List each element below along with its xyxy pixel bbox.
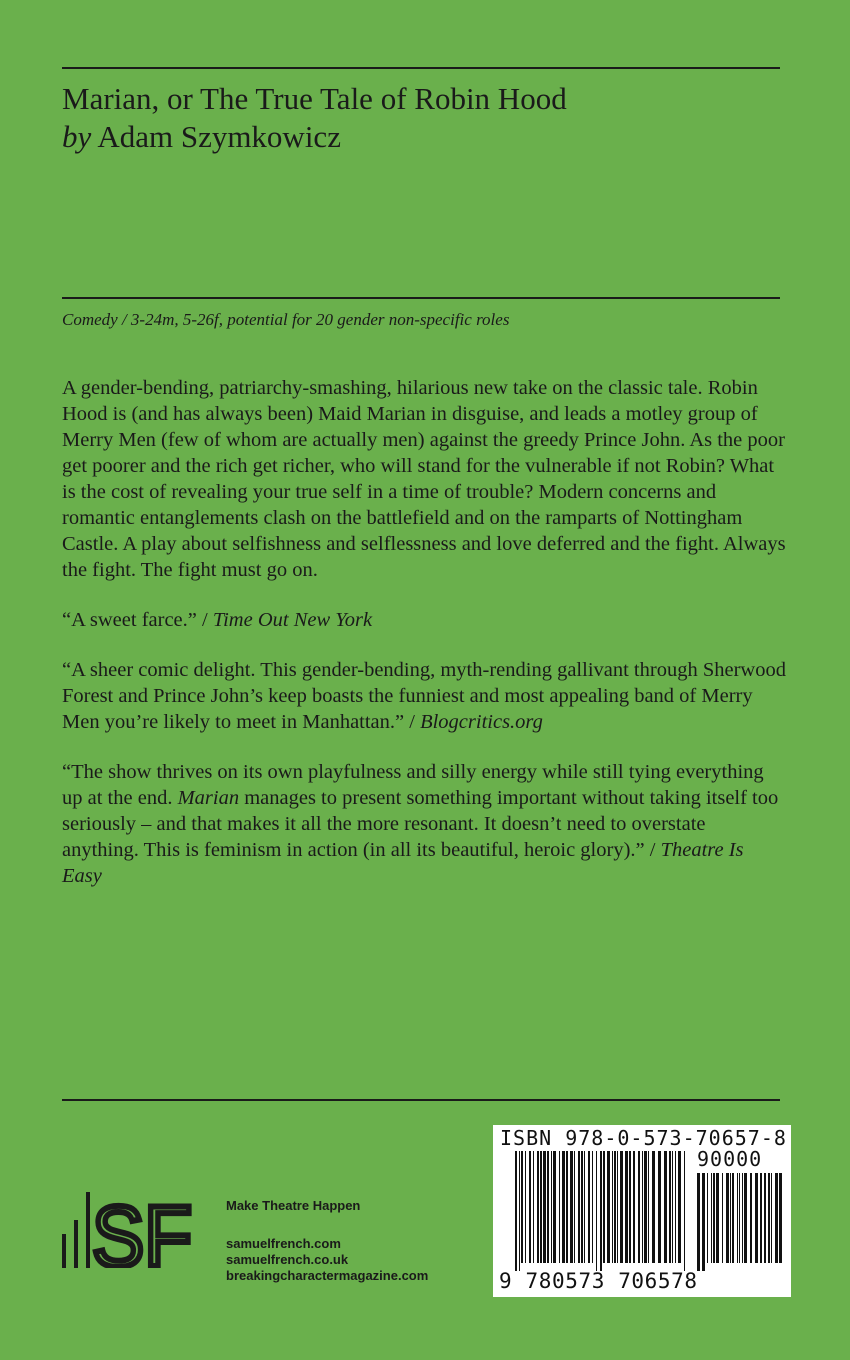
barcode-bar xyxy=(764,1173,766,1263)
barcode-bar xyxy=(697,1173,700,1271)
barcode-bar xyxy=(707,1173,708,1263)
barcode-bar xyxy=(540,1151,542,1263)
by-label: by xyxy=(62,119,92,154)
barcode-bar xyxy=(562,1151,565,1263)
link-samuelfrench-co-uk[interactable]: samuelfrench.co.uk xyxy=(226,1252,349,1267)
barcode-bar xyxy=(642,1151,643,1263)
barcode-bar xyxy=(742,1173,743,1263)
barcode-bar xyxy=(533,1151,534,1263)
quote-emphasis: Marian xyxy=(177,787,240,809)
author-name: Adam Szymkowicz xyxy=(97,119,341,154)
barcode-bar xyxy=(578,1151,580,1263)
barcode-bar xyxy=(755,1173,758,1263)
barcode-bar xyxy=(596,1151,597,1271)
quote-text: “The show thrives on its own playfulness and silly energy while still tying everything up at the end. xyxy=(62,761,764,809)
quote-source: Time Out New York xyxy=(212,609,373,631)
title-block xyxy=(62,80,780,156)
isbn-barcode xyxy=(493,1125,791,1297)
barcode-bar xyxy=(678,1151,681,1263)
price-code: 90000 xyxy=(697,1147,763,1171)
barcode-bar xyxy=(547,1151,549,1263)
barcode-bar xyxy=(664,1151,667,1263)
barcode-bar xyxy=(551,1151,552,1263)
barcode-bar xyxy=(559,1151,560,1263)
barcode-bar xyxy=(744,1173,747,1263)
logo-letters: SF xyxy=(92,1192,192,1268)
barcode-bar xyxy=(553,1151,556,1263)
barcode-bar xyxy=(771,1173,772,1263)
genre-line: Comedy / 3-24m, 5-26f, potential for 20 gender non-specific roles xyxy=(62,310,510,329)
barcode-bar xyxy=(669,1151,671,1263)
barcode-bar xyxy=(684,1151,685,1271)
quote-text: “A sheer comic delight. This gender-bending, myth-rending gallivant through Sherwood Forest and Prince John’s keep boasts the funniest and most appealing band of Merry Men you’re likely to meet in Manhattan.” / xyxy=(62,659,786,733)
blurb: A gender-bending, patriarchy-smashing, hilarious new take on the classic tale. Robin Hood is (and has always been) Maid Marian in disguise, and leads a motley group of Merry Men (few of whom are actually men) against the greedy Prince John. As the poor get poorer and the rich get richer, who will stand for the vulnerable if not Robin? What is the cost of revealing your true self in a time of trouble? Modern concerns and romantic entanglements clash on the battlefield and on the ramparts of Nottingham Castle. A play about selfishness and selflessness and love deferred and the fight. Always the fight. The fight must go on. xyxy=(62,377,786,581)
quote-2 xyxy=(62,657,787,735)
barcode-bar xyxy=(612,1151,613,1263)
back-cover-copy xyxy=(62,375,787,913)
barcode-bar xyxy=(515,1151,517,1271)
barcode-bar xyxy=(726,1173,729,1263)
quote-1 xyxy=(62,607,787,633)
genre-rule xyxy=(62,297,780,299)
top-rule xyxy=(62,67,780,69)
barcode-bar xyxy=(592,1151,593,1263)
barcode-bar xyxy=(600,1151,602,1271)
barcode-bar xyxy=(529,1151,531,1263)
barcode-bar xyxy=(584,1151,585,1263)
quote-source: Theatre Is Easy xyxy=(62,839,744,887)
barcode-bar xyxy=(629,1151,631,1263)
barcode-bar xyxy=(614,1151,616,1263)
quote-text: “A sweet farce.” / xyxy=(62,609,213,631)
barcode-bar xyxy=(603,1151,605,1263)
barcode-bar xyxy=(581,1151,583,1263)
barcode-bar xyxy=(648,1151,649,1263)
barcode-bar xyxy=(675,1151,676,1263)
isbn-digits: 9 780573 706578 xyxy=(499,1269,698,1293)
quote-source: Blogcritics.org xyxy=(420,711,543,733)
barcode-bar xyxy=(574,1151,575,1263)
barcode-bar xyxy=(570,1151,573,1263)
barcode-bar xyxy=(702,1173,705,1271)
barcode-bar xyxy=(588,1151,590,1263)
samuel-french-logo xyxy=(62,1192,194,1268)
barcode-bar xyxy=(713,1173,715,1263)
barcode-bar xyxy=(607,1151,610,1263)
barcode-bar xyxy=(644,1151,647,1263)
barcode-bar xyxy=(638,1151,640,1263)
quote-3 xyxy=(62,759,787,889)
barcode-bar xyxy=(730,1173,731,1263)
barcode-bar xyxy=(775,1173,778,1263)
barcode-bar xyxy=(620,1151,623,1263)
barcode-bar xyxy=(652,1151,655,1263)
quote-text: manages to present something important without taking itself too seriously – and that makes it all the more resonant. It doesn’t need to overstate anything. This is feminism in action (in all its beautiful, heroic glory).” / xyxy=(62,787,779,861)
isbn-label: ISBN 978-0-573-70657-8 xyxy=(500,1126,787,1150)
barcode-bar xyxy=(617,1151,618,1263)
barcode-bar xyxy=(633,1151,635,1263)
barcode-bar xyxy=(672,1151,673,1263)
publisher-links xyxy=(226,1236,428,1284)
barcode-bar xyxy=(625,1151,628,1263)
barcode-bar xyxy=(732,1173,734,1263)
barcode-bar xyxy=(779,1173,782,1263)
barcode-bar xyxy=(543,1151,546,1263)
barcode-bar xyxy=(722,1173,723,1263)
bottom-rule xyxy=(62,1099,780,1101)
book-title: Marian, or The True Tale of Robin Hood xyxy=(62,81,567,116)
barcode-bar xyxy=(768,1173,770,1263)
barcode-bar xyxy=(525,1151,526,1263)
barcode-bar xyxy=(711,1173,712,1263)
link-breakingcharacter[interactable]: breakingcharactermagazine.com xyxy=(226,1268,429,1283)
barcode-bar xyxy=(760,1173,762,1263)
barcode-bar xyxy=(750,1173,752,1263)
byline xyxy=(62,118,780,156)
barcode-bar xyxy=(658,1151,661,1263)
barcode-bar xyxy=(521,1151,523,1263)
barcode-bar xyxy=(737,1173,738,1263)
publisher-tagline: Make Theatre Happen xyxy=(226,1198,361,1213)
barcode-bar xyxy=(519,1151,520,1271)
barcode-bar xyxy=(739,1173,740,1263)
link-samuelfrench-com[interactable]: samuelfrench.com xyxy=(226,1236,341,1251)
barcode-bar xyxy=(566,1151,568,1263)
barcode-bar xyxy=(537,1151,539,1263)
barcode-bar xyxy=(716,1173,719,1263)
